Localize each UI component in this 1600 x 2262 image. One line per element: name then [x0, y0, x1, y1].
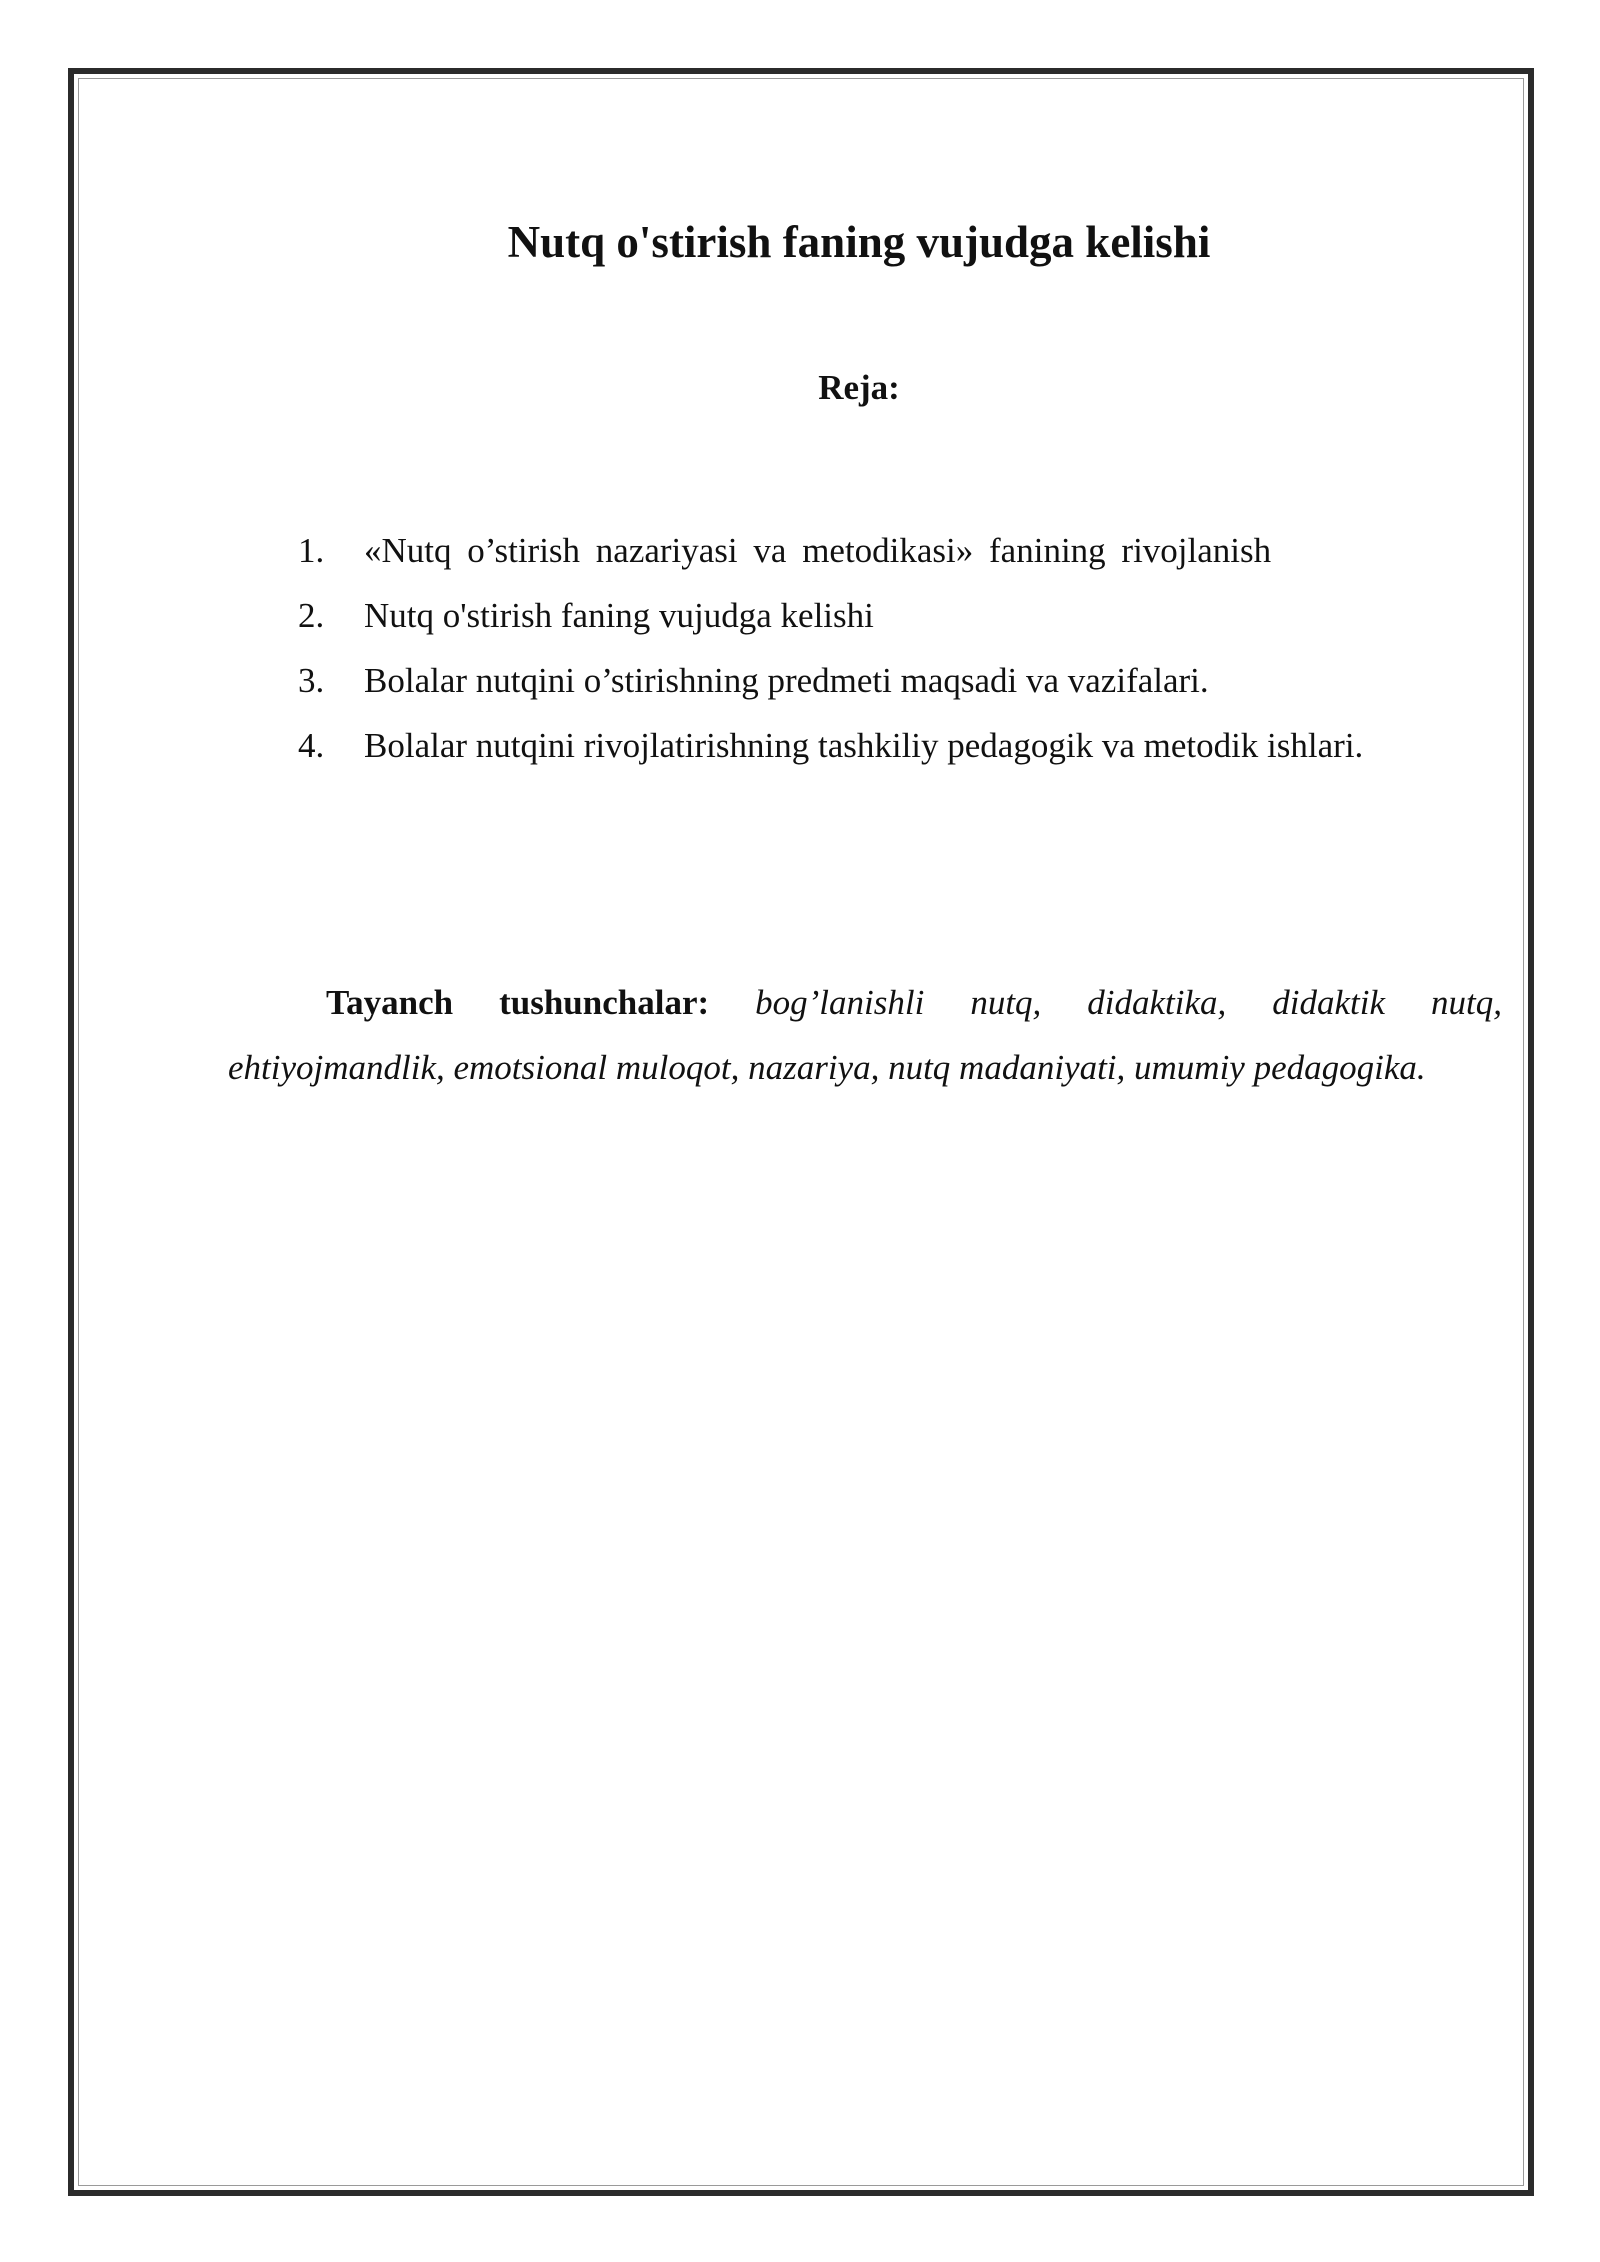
plan-heading: Reja: [818, 368, 900, 407]
key-concepts-label: Tayanch tushunchalar: [326, 983, 710, 1022]
document-title: Nutq o'stirish faning vujudga kelishi [507, 217, 1211, 267]
plan-item-number: 2. [298, 596, 325, 635]
plan-item [298, 583, 1363, 648]
plan-list [298, 518, 1363, 778]
key-concepts-paragraph [228, 970, 1502, 1100]
plan-item-number: 4. [298, 726, 325, 765]
plan-item-text: «Nutq o’stirish nazariyasi va metodikasi» fanining rivojlanish [364, 531, 1272, 570]
plan-item-number: 3. [298, 661, 325, 700]
plan-item [298, 648, 1363, 713]
plan-item-text: Bolalar nutqini rivojlatirishning tashkiliy pedagogik va metodik ishlari. [364, 726, 1364, 765]
key-concepts-terms: bog’lanishli nutq, didaktika, didaktik nutq, ehtiyojmandlik, emotsional muloqot, nazariya, nutq madaniyati, umumiy pedagogika. [228, 983, 1502, 1087]
plan-item-number: 1. [298, 531, 325, 570]
plan-item [298, 713, 1363, 778]
plan-item [298, 518, 1363, 583]
plan-item-text: Nutq o'stirish faning vujudga kelishi [364, 596, 874, 635]
plan-item-text: Bolalar nutqini o’stirishning predmeti maqsadi va vazifalari. [364, 661, 1209, 700]
